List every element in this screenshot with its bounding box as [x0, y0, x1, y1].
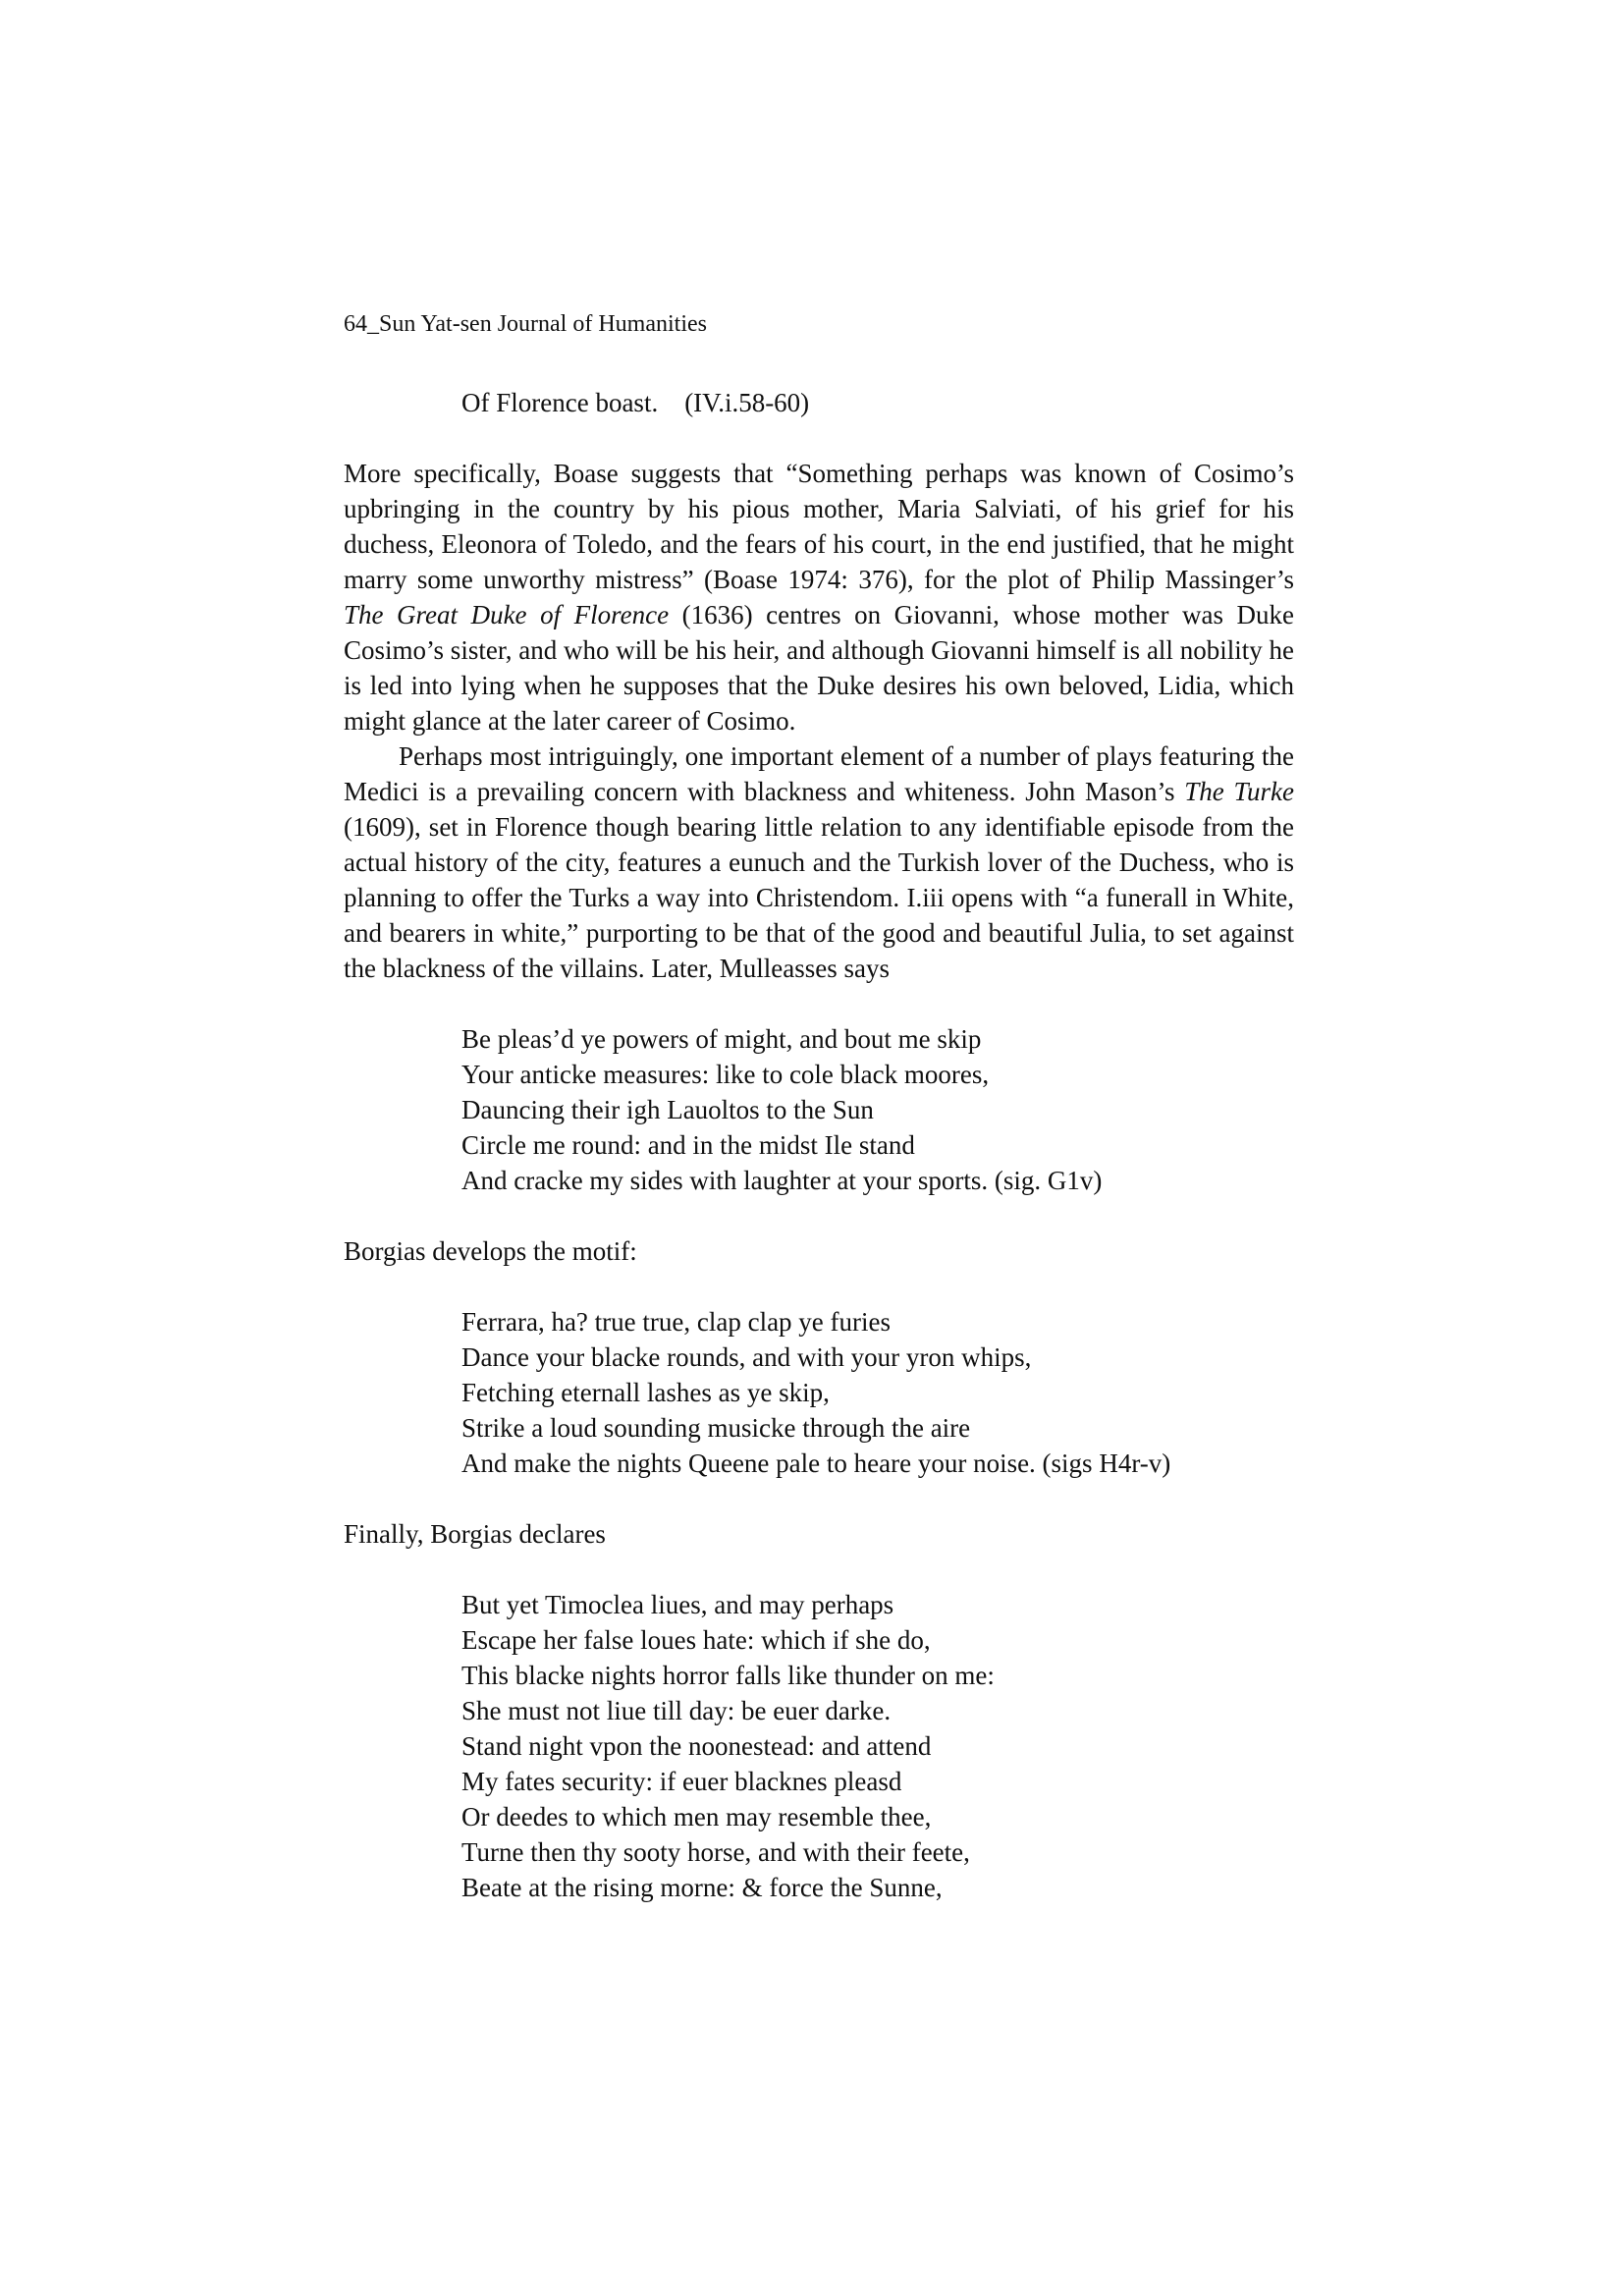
quote-line: Or deedes to which men may resemble thee, — [461, 1802, 932, 1831]
spacer — [344, 1269, 1294, 1304]
quote-line: Escape her false loues hate: which if she do, — [461, 1625, 931, 1655]
quote-line: But yet Timoclea liues, and may perhaps — [461, 1590, 894, 1619]
quote-line: Circle me round: and in the midst Ile stand — [461, 1130, 915, 1160]
quote-line: And cracke my sides with laughter at your sports. (sig. G1v) — [461, 1166, 1103, 1195]
article-body — [344, 385, 1294, 1905]
quote-line: Fetching eternall lashes as ye skip, — [461, 1378, 830, 1407]
quote-line: Be pleas’d ye powers of might, and bout me skip — [461, 1024, 982, 1054]
quote-line: Dance your blacke rounds, and with your yron whips, — [461, 1342, 1032, 1372]
quote-line: She must not liue till day: be euer darke. — [461, 1696, 892, 1725]
block-quote-mulleasses — [344, 1021, 1294, 1198]
spacer — [344, 1552, 1294, 1587]
quote-line: Your anticke measures: like to cole black moores, — [461, 1060, 990, 1089]
quote-line: This blacke nights horror falls like thunder on me: — [461, 1661, 995, 1690]
quote-line: Strike a loud sounding musicke through the aire — [461, 1413, 971, 1443]
spacer — [344, 1481, 1294, 1516]
block-quote-borgias-2 — [344, 1587, 1294, 1905]
quote-line: Of Florence boast. (IV.i.58-60) — [461, 388, 810, 417]
running-head: 64_Sun Yat-sen Journal of Humanities — [344, 311, 707, 337]
paragraph-text: (1609), set in Florence though bearing little relation to any identifiable episode from the actual history of the city, features a eunuch and the Turkish lover of the Duchess, who is planning to offer the Turks a way into Christendom. I.iii opens with “a funerall in White, and bearers in white,” purporting to be that of the good and beautiful Julia, to set against the blackness of the villains. Later, Mulleasses says — [344, 812, 1294, 983]
spacer — [344, 1198, 1294, 1233]
block-quote-borgias-1 — [344, 1304, 1294, 1481]
paragraph-text: More specifically, Boase suggests that “Something perhaps was known of Cosimo’s upbringing in the country by his pious mother, Maria Salviati, of his grief for his duchess, Eleonora of Toledo, and the fears of his court, in the end justified, that he might marry some unworthy mistress” (Boase 1974: 376), for the plot of Philip Massinger’s — [344, 459, 1294, 594]
quote-line: And make the nights Queene pale to heare your noise. (sigs H4r-v) — [461, 1449, 1171, 1478]
quote-line: Dauncing their igh Lauoltos to the Sun — [461, 1095, 874, 1124]
quote-line: Ferrara, ha? true true, clap clap ye furies — [461, 1307, 892, 1337]
paragraph-text: (1636) centres on Giovanni, whose mother was Duke Cosimo’s sister, and who will be his heir, and although Giovanni himself is all nobility he is led into lying when he supposes that the Duke desires his own beloved, Lidia, which might glance at the later career of Cosimo. — [344, 600, 1294, 736]
lead-in-text: Finally, Borgias declares — [344, 1519, 606, 1549]
quote-line: Turne then thy sooty horse, and with their feete, — [461, 1837, 970, 1867]
spacer — [344, 986, 1294, 1021]
play-title: The Turke — [1184, 777, 1294, 806]
quote-line: Beate at the rising morne: & force the Sunne, — [461, 1873, 943, 1902]
quote-line: Stand night vpon the noonestead: and attend — [461, 1731, 932, 1761]
paragraph-blackness — [344, 738, 1294, 986]
quote-line: My fates security: if euer blacknes pleasd — [461, 1767, 902, 1796]
paragraph-text: Perhaps most intriguingly, one important element of a number of plays featuring the Medici is a prevailing concern with blackness and whiteness. John Mason’s — [344, 741, 1294, 806]
spacer — [344, 420, 1294, 456]
paragraph-boase — [344, 456, 1294, 738]
document-page — [344, 306, 1294, 1905]
play-title: The Great Duke of Florence — [344, 600, 670, 629]
block-quote-top — [344, 385, 1294, 420]
lead-in-text: Borgias develops the motif: — [344, 1236, 637, 1266]
